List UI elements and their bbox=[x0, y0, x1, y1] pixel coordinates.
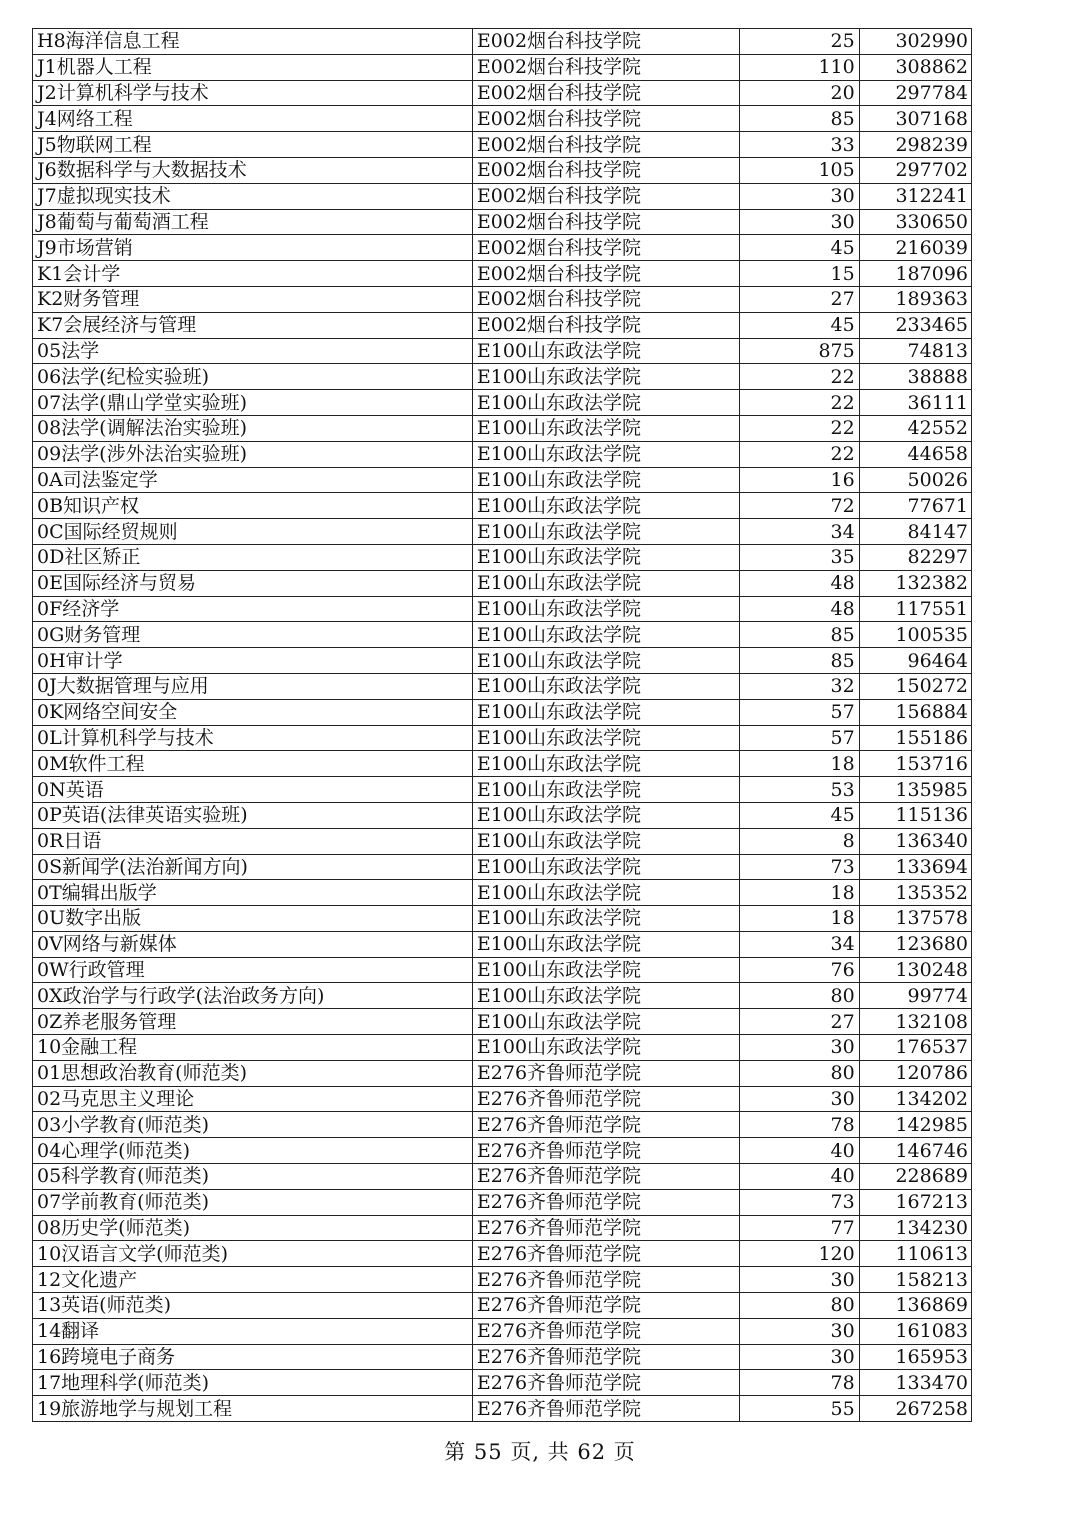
rank-cell: 297784 bbox=[859, 80, 971, 106]
table-row bbox=[33, 983, 972, 1009]
plan-count-cell: 30 bbox=[740, 1035, 859, 1061]
rank-cell: 142985 bbox=[859, 1112, 971, 1138]
school-name-cell: E002烟台科技学院 bbox=[472, 54, 740, 80]
school-name-cell: E100山东政法学院 bbox=[472, 570, 740, 596]
plan-count-cell: 110 bbox=[740, 54, 859, 80]
major-name-cell: 0A司法鉴定学 bbox=[33, 467, 473, 493]
plan-count-cell: 30 bbox=[740, 1318, 859, 1344]
rank-cell: 312241 bbox=[859, 183, 971, 209]
school-name-cell: E276齐鲁师范学院 bbox=[472, 1189, 740, 1215]
major-name-cell: 0S新闻学(法治新闻方向) bbox=[33, 854, 473, 880]
school-name-cell: E276齐鲁师范学院 bbox=[472, 1267, 740, 1293]
major-name-cell: K7会展经济与管理 bbox=[33, 312, 473, 338]
school-name-cell: E276齐鲁师范学院 bbox=[472, 1215, 740, 1241]
plan-count-cell: 875 bbox=[740, 338, 859, 364]
major-name-cell: 0M软件工程 bbox=[33, 751, 473, 777]
major-name-cell: 13英语(师范类) bbox=[33, 1293, 473, 1319]
rank-cell: 120786 bbox=[859, 1060, 971, 1086]
rank-cell: 123680 bbox=[859, 931, 971, 957]
rank-cell: 134230 bbox=[859, 1215, 971, 1241]
major-name-cell: J6数据科学与大数据技术 bbox=[33, 157, 473, 183]
major-name-cell: 0X政治学与行政学(法治政务方向) bbox=[33, 983, 473, 1009]
table-row bbox=[33, 1241, 972, 1267]
rank-cell: 136340 bbox=[859, 828, 971, 854]
school-name-cell: E002烟台科技学院 bbox=[472, 132, 740, 158]
school-name-cell: E002烟台科技学院 bbox=[472, 183, 740, 209]
table-row bbox=[33, 312, 972, 338]
plan-count-cell: 57 bbox=[740, 725, 859, 751]
plan-count-cell: 45 bbox=[740, 802, 859, 828]
table-row bbox=[33, 415, 972, 441]
table-row bbox=[33, 1293, 972, 1319]
major-name-cell: 0C国际经贸规则 bbox=[33, 519, 473, 545]
school-name-cell: E100山东政法学院 bbox=[472, 648, 740, 674]
table-row bbox=[33, 1060, 972, 1086]
table-row bbox=[33, 1396, 972, 1422]
major-name-cell: 0Z养老服务管理 bbox=[33, 1009, 473, 1035]
school-name-cell: E002烟台科技学院 bbox=[472, 157, 740, 183]
major-name-cell: 0U数字出版 bbox=[33, 906, 473, 932]
rank-cell: 189363 bbox=[859, 286, 971, 312]
table-row bbox=[33, 235, 972, 261]
plan-count-cell: 32 bbox=[740, 673, 859, 699]
table-row bbox=[33, 286, 972, 312]
school-name-cell: E100山东政法学院 bbox=[472, 751, 740, 777]
rank-cell: 216039 bbox=[859, 235, 971, 261]
school-name-cell: E100山东政法学院 bbox=[472, 1009, 740, 1035]
school-name-cell: E100山东政法学院 bbox=[472, 1035, 740, 1061]
table-row bbox=[33, 854, 972, 880]
table-row bbox=[33, 29, 972, 55]
rank-cell: 155186 bbox=[859, 725, 971, 751]
plan-count-cell: 105 bbox=[740, 157, 859, 183]
table-row bbox=[33, 751, 972, 777]
table-row bbox=[33, 1267, 972, 1293]
major-name-cell: 04心理学(师范类) bbox=[33, 1138, 473, 1164]
rank-cell: 42552 bbox=[859, 415, 971, 441]
major-name-cell: H8海洋信息工程 bbox=[33, 29, 473, 55]
rank-cell: 298239 bbox=[859, 132, 971, 158]
plan-count-cell: 78 bbox=[740, 1370, 859, 1396]
plan-count-cell: 18 bbox=[740, 906, 859, 932]
school-name-cell: E100山东政法学院 bbox=[472, 544, 740, 570]
table-row bbox=[33, 1112, 972, 1138]
plan-count-cell: 40 bbox=[740, 1138, 859, 1164]
admissions-table bbox=[32, 28, 972, 1422]
major-name-cell: K2财务管理 bbox=[33, 286, 473, 312]
major-name-cell: 0H审计学 bbox=[33, 648, 473, 674]
school-name-cell: E276齐鲁师范学院 bbox=[472, 1164, 740, 1190]
school-name-cell: E276齐鲁师范学院 bbox=[472, 1138, 740, 1164]
major-name-cell: 12文化遗产 bbox=[33, 1267, 473, 1293]
plan-count-cell: 85 bbox=[740, 622, 859, 648]
rank-cell: 161083 bbox=[859, 1318, 971, 1344]
plan-count-cell: 45 bbox=[740, 235, 859, 261]
plan-count-cell: 80 bbox=[740, 983, 859, 1009]
table-row bbox=[33, 880, 972, 906]
major-name-cell: 10金融工程 bbox=[33, 1035, 473, 1061]
plan-count-cell: 48 bbox=[740, 570, 859, 596]
school-name-cell: E100山东政法学院 bbox=[472, 415, 740, 441]
table-row bbox=[33, 338, 972, 364]
plan-count-cell: 18 bbox=[740, 880, 859, 906]
table-row bbox=[33, 106, 972, 132]
rank-cell: 132382 bbox=[859, 570, 971, 596]
plan-count-cell: 16 bbox=[740, 467, 859, 493]
table-row bbox=[33, 132, 972, 158]
plan-count-cell: 30 bbox=[740, 209, 859, 235]
table-row bbox=[33, 54, 972, 80]
plan-count-cell: 34 bbox=[740, 519, 859, 545]
major-name-cell: 0G财务管理 bbox=[33, 622, 473, 648]
table-row bbox=[33, 1344, 972, 1370]
rank-cell: 132108 bbox=[859, 1009, 971, 1035]
major-name-cell: 07法学(鼎山学堂实验班) bbox=[33, 390, 473, 416]
plan-count-cell: 30 bbox=[740, 183, 859, 209]
rank-cell: 330650 bbox=[859, 209, 971, 235]
table-row bbox=[33, 261, 972, 287]
plan-count-cell: 22 bbox=[740, 390, 859, 416]
school-name-cell: E002烟台科技学院 bbox=[472, 261, 740, 287]
major-name-cell: 0E国际经济与贸易 bbox=[33, 570, 473, 596]
major-name-cell: 0T编辑出版学 bbox=[33, 880, 473, 906]
school-name-cell: E100山东政法学院 bbox=[472, 854, 740, 880]
plan-count-cell: 80 bbox=[740, 1293, 859, 1319]
rank-cell: 74813 bbox=[859, 338, 971, 364]
table-row bbox=[33, 596, 972, 622]
school-name-cell: E100山东政法学院 bbox=[472, 725, 740, 751]
table-row bbox=[33, 802, 972, 828]
plan-count-cell: 45 bbox=[740, 312, 859, 338]
plan-count-cell: 8 bbox=[740, 828, 859, 854]
table-row bbox=[33, 1035, 972, 1061]
rank-cell: 134202 bbox=[859, 1086, 971, 1112]
major-name-cell: J5物联网工程 bbox=[33, 132, 473, 158]
major-name-cell: 05科学教育(师范类) bbox=[33, 1164, 473, 1190]
plan-count-cell: 20 bbox=[740, 80, 859, 106]
major-name-cell: 0R日语 bbox=[33, 828, 473, 854]
major-name-cell: J8葡萄与葡萄酒工程 bbox=[33, 209, 473, 235]
major-name-cell: 0D社区矫正 bbox=[33, 544, 473, 570]
table-row bbox=[33, 80, 972, 106]
rank-cell: 135352 bbox=[859, 880, 971, 906]
plan-count-cell: 15 bbox=[740, 261, 859, 287]
school-name-cell: E276齐鲁师范学院 bbox=[472, 1396, 740, 1422]
table-row bbox=[33, 544, 972, 570]
school-name-cell: E100山东政法学院 bbox=[472, 390, 740, 416]
school-name-cell: E276齐鲁师范学院 bbox=[472, 1086, 740, 1112]
rank-cell: 84147 bbox=[859, 519, 971, 545]
table-row bbox=[33, 906, 972, 932]
rank-cell: 133694 bbox=[859, 854, 971, 880]
school-name-cell: E002烟台科技学院 bbox=[472, 80, 740, 106]
major-name-cell: J2计算机科学与技术 bbox=[33, 80, 473, 106]
major-name-cell: 07学前教育(师范类) bbox=[33, 1189, 473, 1215]
plan-count-cell: 22 bbox=[740, 415, 859, 441]
page-number: 第 55 页, 共 62 页 bbox=[444, 1440, 636, 1464]
rank-cell: 146746 bbox=[859, 1138, 971, 1164]
major-name-cell: 0V网络与新媒体 bbox=[33, 931, 473, 957]
school-name-cell: E100山东政法学院 bbox=[472, 441, 740, 467]
major-name-cell: 16跨境电子商务 bbox=[33, 1344, 473, 1370]
major-name-cell: 10汉语言文学(师范类) bbox=[33, 1241, 473, 1267]
table-body bbox=[33, 29, 972, 1422]
plan-count-cell: 25 bbox=[740, 29, 859, 55]
table-row bbox=[33, 1086, 972, 1112]
rank-cell: 233465 bbox=[859, 312, 971, 338]
school-name-cell: E276齐鲁师范学院 bbox=[472, 1060, 740, 1086]
rank-cell: 133470 bbox=[859, 1370, 971, 1396]
plan-count-cell: 22 bbox=[740, 441, 859, 467]
school-name-cell: E002烟台科技学院 bbox=[472, 286, 740, 312]
school-name-cell: E100山东政法学院 bbox=[472, 957, 740, 983]
table-row bbox=[33, 493, 972, 519]
plan-count-cell: 27 bbox=[740, 1009, 859, 1035]
table-row bbox=[33, 157, 972, 183]
major-name-cell: 19旅游地学与规划工程 bbox=[33, 1396, 473, 1422]
school-name-cell: E100山东政法学院 bbox=[472, 906, 740, 932]
table-row bbox=[33, 931, 972, 957]
rank-cell: 50026 bbox=[859, 467, 971, 493]
school-name-cell: E276齐鲁师范学院 bbox=[472, 1293, 740, 1319]
rank-cell: 156884 bbox=[859, 699, 971, 725]
plan-count-cell: 30 bbox=[740, 1344, 859, 1370]
rank-cell: 302990 bbox=[859, 29, 971, 55]
plan-count-cell: 35 bbox=[740, 544, 859, 570]
major-name-cell: 0J大数据管理与应用 bbox=[33, 673, 473, 699]
rank-cell: 176537 bbox=[859, 1035, 971, 1061]
plan-count-cell: 72 bbox=[740, 493, 859, 519]
rank-cell: 38888 bbox=[859, 364, 971, 390]
major-name-cell: 08法学(调解法治实验班) bbox=[33, 415, 473, 441]
rank-cell: 150272 bbox=[859, 673, 971, 699]
plan-count-cell: 48 bbox=[740, 596, 859, 622]
major-name-cell: 01思想政治教育(师范类) bbox=[33, 1060, 473, 1086]
rank-cell: 307168 bbox=[859, 106, 971, 132]
major-name-cell: 05法学 bbox=[33, 338, 473, 364]
rank-cell: 44658 bbox=[859, 441, 971, 467]
plan-count-cell: 53 bbox=[740, 777, 859, 803]
plan-count-cell: 22 bbox=[740, 364, 859, 390]
major-name-cell: 03小学教育(师范类) bbox=[33, 1112, 473, 1138]
major-name-cell: 02马克思主义理论 bbox=[33, 1086, 473, 1112]
school-name-cell: E100山东政法学院 bbox=[472, 338, 740, 364]
major-name-cell: 0N英语 bbox=[33, 777, 473, 803]
table-row bbox=[33, 390, 972, 416]
school-name-cell: E276齐鲁师范学院 bbox=[472, 1370, 740, 1396]
school-name-cell: E100山东政法学院 bbox=[472, 673, 740, 699]
table-row bbox=[33, 1138, 972, 1164]
major-name-cell: J4网络工程 bbox=[33, 106, 473, 132]
school-name-cell: E276齐鲁师范学院 bbox=[472, 1318, 740, 1344]
school-name-cell: E276齐鲁师范学院 bbox=[472, 1241, 740, 1267]
school-name-cell: E002烟台科技学院 bbox=[472, 312, 740, 338]
school-name-cell: E100山东政法学院 bbox=[472, 828, 740, 854]
school-name-cell: E100山东政法学院 bbox=[472, 596, 740, 622]
rank-cell: 117551 bbox=[859, 596, 971, 622]
rank-cell: 135985 bbox=[859, 777, 971, 803]
plan-count-cell: 78 bbox=[740, 1112, 859, 1138]
rank-cell: 137578 bbox=[859, 906, 971, 932]
rank-cell: 308862 bbox=[859, 54, 971, 80]
table-row bbox=[33, 1370, 972, 1396]
table-row bbox=[33, 699, 972, 725]
plan-count-cell: 80 bbox=[740, 1060, 859, 1086]
school-name-cell: E100山东政法学院 bbox=[472, 493, 740, 519]
school-name-cell: E276齐鲁师范学院 bbox=[472, 1344, 740, 1370]
table-row bbox=[33, 209, 972, 235]
major-name-cell: 17地理科学(师范类) bbox=[33, 1370, 473, 1396]
table-row bbox=[33, 570, 972, 596]
plan-count-cell: 73 bbox=[740, 854, 859, 880]
table-row bbox=[33, 519, 972, 545]
rank-cell: 153716 bbox=[859, 751, 971, 777]
school-name-cell: E276齐鲁师范学院 bbox=[472, 1112, 740, 1138]
plan-count-cell: 30 bbox=[740, 1267, 859, 1293]
table-row bbox=[33, 183, 972, 209]
plan-count-cell: 18 bbox=[740, 751, 859, 777]
table-row bbox=[33, 1009, 972, 1035]
major-name-cell: J7虚拟现实技术 bbox=[33, 183, 473, 209]
plan-count-cell: 40 bbox=[740, 1164, 859, 1190]
rank-cell: 99774 bbox=[859, 983, 971, 1009]
major-name-cell: 0F经济学 bbox=[33, 596, 473, 622]
major-name-cell: 06法学(纪检实验班) bbox=[33, 364, 473, 390]
plan-count-cell: 57 bbox=[740, 699, 859, 725]
plan-count-cell: 30 bbox=[740, 1086, 859, 1112]
rank-cell: 82297 bbox=[859, 544, 971, 570]
table-row bbox=[33, 725, 972, 751]
table-row bbox=[33, 1318, 972, 1344]
school-name-cell: E100山东政法学院 bbox=[472, 622, 740, 648]
plan-count-cell: 33 bbox=[740, 132, 859, 158]
table-row bbox=[33, 957, 972, 983]
table-row bbox=[33, 648, 972, 674]
table-row bbox=[33, 828, 972, 854]
major-name-cell: 0W行政管理 bbox=[33, 957, 473, 983]
table-row bbox=[33, 1189, 972, 1215]
table-row bbox=[33, 441, 972, 467]
school-name-cell: E002烟台科技学院 bbox=[472, 235, 740, 261]
rank-cell: 165953 bbox=[859, 1344, 971, 1370]
table-row bbox=[33, 1164, 972, 1190]
plan-count-cell: 34 bbox=[740, 931, 859, 957]
table-row bbox=[33, 467, 972, 493]
school-name-cell: E100山东政法学院 bbox=[472, 880, 740, 906]
major-name-cell: 14翻译 bbox=[33, 1318, 473, 1344]
school-name-cell: E100山东政法学院 bbox=[472, 519, 740, 545]
school-name-cell: E100山东政法学院 bbox=[472, 802, 740, 828]
table-row bbox=[33, 673, 972, 699]
major-name-cell: 0K网络空间安全 bbox=[33, 699, 473, 725]
table-row bbox=[33, 622, 972, 648]
major-name-cell: 0L计算机科学与技术 bbox=[33, 725, 473, 751]
rank-cell: 187096 bbox=[859, 261, 971, 287]
school-name-cell: E100山东政法学院 bbox=[472, 983, 740, 1009]
major-name-cell: J1机器人工程 bbox=[33, 54, 473, 80]
rank-cell: 136869 bbox=[859, 1293, 971, 1319]
rank-cell: 130248 bbox=[859, 957, 971, 983]
rank-cell: 167213 bbox=[859, 1189, 971, 1215]
rank-cell: 36111 bbox=[859, 390, 971, 416]
plan-count-cell: 120 bbox=[740, 1241, 859, 1267]
table-row bbox=[33, 1215, 972, 1241]
school-name-cell: E002烟台科技学院 bbox=[472, 209, 740, 235]
major-name-cell: 09法学(涉外法治实验班) bbox=[33, 441, 473, 467]
rank-cell: 228689 bbox=[859, 1164, 971, 1190]
plan-count-cell: 76 bbox=[740, 957, 859, 983]
major-name-cell: K1会计学 bbox=[33, 261, 473, 287]
rank-cell: 100535 bbox=[859, 622, 971, 648]
rank-cell: 158213 bbox=[859, 1267, 971, 1293]
rank-cell: 267258 bbox=[859, 1396, 971, 1422]
school-name-cell: E100山东政法学院 bbox=[472, 364, 740, 390]
rank-cell: 77671 bbox=[859, 493, 971, 519]
school-name-cell: E002烟台科技学院 bbox=[472, 106, 740, 132]
rank-cell: 297702 bbox=[859, 157, 971, 183]
major-name-cell: 0P英语(法律英语实验班) bbox=[33, 802, 473, 828]
major-name-cell: 08历史学(师范类) bbox=[33, 1215, 473, 1241]
plan-count-cell: 73 bbox=[740, 1189, 859, 1215]
rank-cell: 96464 bbox=[859, 648, 971, 674]
plan-count-cell: 77 bbox=[740, 1215, 859, 1241]
school-name-cell: E100山东政法学院 bbox=[472, 931, 740, 957]
major-name-cell: 0B知识产权 bbox=[33, 493, 473, 519]
plan-count-cell: 85 bbox=[740, 648, 859, 674]
school-name-cell: E100山东政法学院 bbox=[472, 699, 740, 725]
plan-count-cell: 85 bbox=[740, 106, 859, 132]
school-name-cell: E100山东政法学院 bbox=[472, 777, 740, 803]
rank-cell: 115136 bbox=[859, 802, 971, 828]
plan-count-cell: 27 bbox=[740, 286, 859, 312]
table-row bbox=[33, 777, 972, 803]
rank-cell: 110613 bbox=[859, 1241, 971, 1267]
school-name-cell: E002烟台科技学院 bbox=[472, 29, 740, 55]
school-name-cell: E100山东政法学院 bbox=[472, 467, 740, 493]
plan-count-cell: 55 bbox=[740, 1396, 859, 1422]
table-row bbox=[33, 364, 972, 390]
major-name-cell: J9市场营销 bbox=[33, 235, 473, 261]
